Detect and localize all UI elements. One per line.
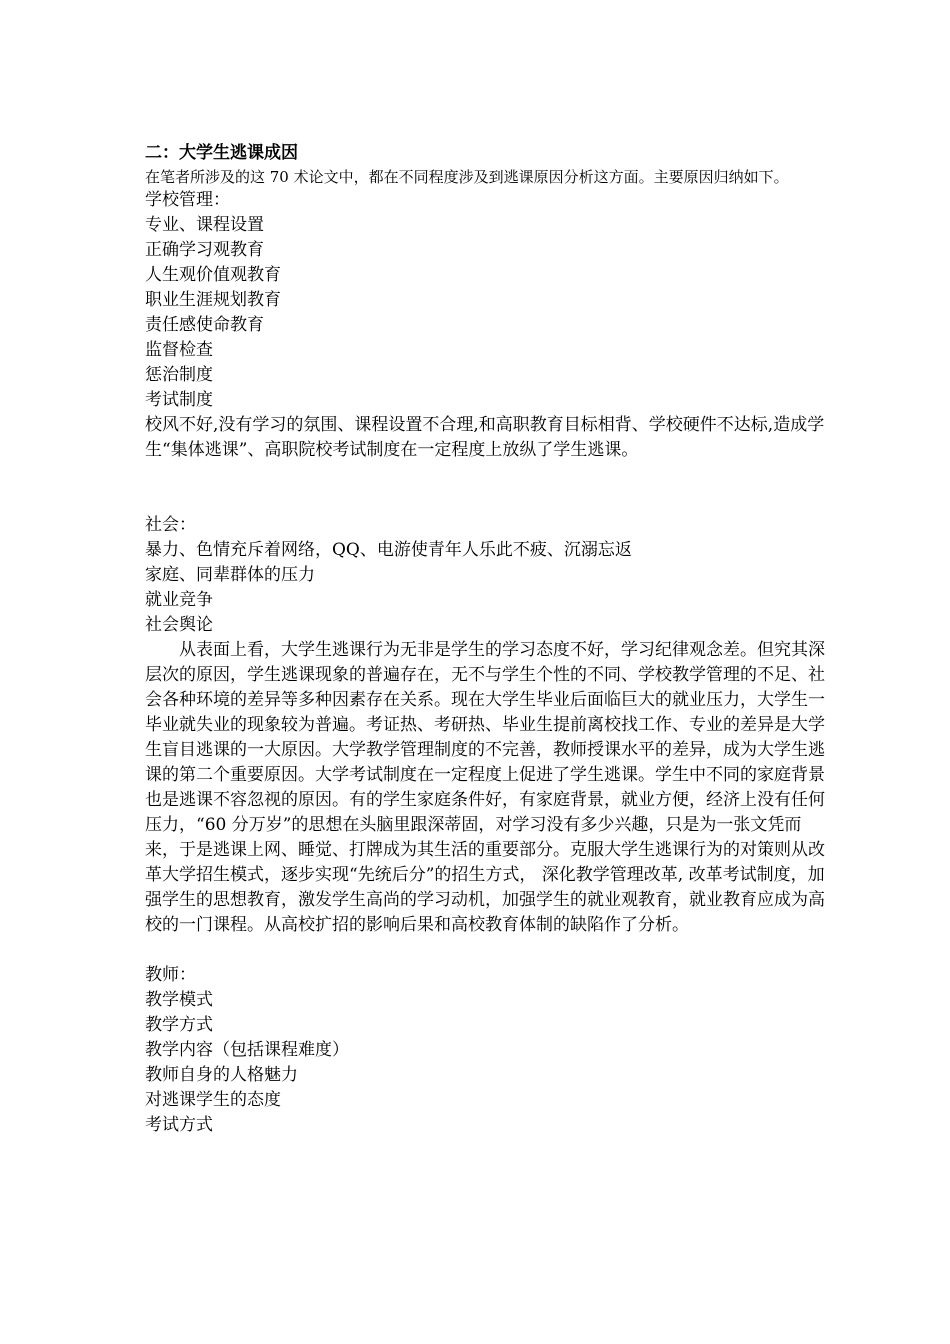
- spacer: [145, 938, 825, 963]
- society-label: 社会：: [145, 515, 196, 535]
- list-item: 人生观价值观教育: [145, 265, 281, 285]
- list-item: 暴力、色情充斥着网络，QQ、电游使青年人乐此不疲、沉溺忘返: [145, 540, 632, 560]
- teacher-factor-list: [145, 988, 825, 1138]
- list-item: 职业生涯规划教育: [145, 290, 281, 310]
- list-item: 教学方式: [145, 1015, 213, 1035]
- list-item: 对逃课学生的态度: [145, 1090, 281, 1110]
- list-item: 惩治制度: [145, 365, 213, 385]
- teacher-label: 教师：: [145, 965, 196, 985]
- list-item: 教学内容（包括课程难度）: [145, 1040, 349, 1060]
- school-summary-paragraph: 校风不好,没有学习的氛围、课程设置不合理,和高职教育目标相背、学校硬件不达标,造成学生“集体逃课”、高职院校考试制度在一定程度上放纵了学生逃课。: [145, 415, 825, 460]
- analysis-paragraph: 从表面上看，大学生逃课行为无非是学生的学习态度不好，学习纪律观念差。但究其深层次的原因，学生逃课现象的普遍存在，无不与学生个性的不同、学校教学管理的不足、社会各种环境的差异等多种因素存在关系。现在大学生毕业后面临巨大的就业压力，大学生一毕业就失业的现象较为普遍。考证热、考研热、毕业生提前离校找工作、专业的差异是大学生盲目逃课的一大原因。大学教学管理制度的不完善，教师授课水平的差异，成为大学生逃课的第二个重要原因。大学考试制度在一定程度上促进了学生逃课。学生中不同的家庭背景也是逃课不容忽视的原因。有的学生家庭条件好，有家庭背景，就业方便，经济上没有任何压力，“60 分万岁”的思想在头脑里跟深蒂固，对学习没有多少兴趣，只是为一张文凭而来，于是逃课上网、睡觉、打牌成为其生活的重要部分。克服大学生逃课行为的对策则从改革大学招生模式，逐步实现“先统后分”的招生方式， 深化教学管理改革, 改革考试制度，加强学生的思想教育，激发学生高尚的学习动机，加强学生的就业观教育，就业教育应成为高校的一门课程。从高校扩招的影响后果和高校教育体制的缺陷作了分析。: [145, 640, 825, 935]
- list-item: 教学模式: [145, 990, 213, 1010]
- school-label: 学校管理：: [145, 190, 230, 210]
- list-item: 考试方式: [145, 1115, 213, 1135]
- list-item: 专业、课程设置: [145, 215, 264, 235]
- list-item: 教师自身的人格魅力: [145, 1065, 298, 1085]
- intro-paragraph: 在笔者所涉及的这 70 术论文中，都在不同程度涉及到逃课原因分析这方面。主要原因归纳如下。: [145, 168, 789, 186]
- list-item: 监督检查: [145, 340, 213, 360]
- school-factor-list: [145, 213, 825, 413]
- list-item: 就业竞争: [145, 590, 213, 610]
- spacer: [145, 463, 825, 513]
- list-item: 考试制度: [145, 390, 213, 410]
- section-heading: 二：大学生逃课成因: [145, 143, 298, 163]
- list-item: 家庭、同辈群体的压力: [145, 565, 315, 585]
- list-item: 正确学习观教育: [145, 240, 264, 260]
- list-item: 社会舆论: [145, 615, 213, 635]
- document-page: [145, 142, 825, 1138]
- list-item: 责任感使命教育: [145, 315, 264, 335]
- society-factor-list: [145, 538, 825, 638]
